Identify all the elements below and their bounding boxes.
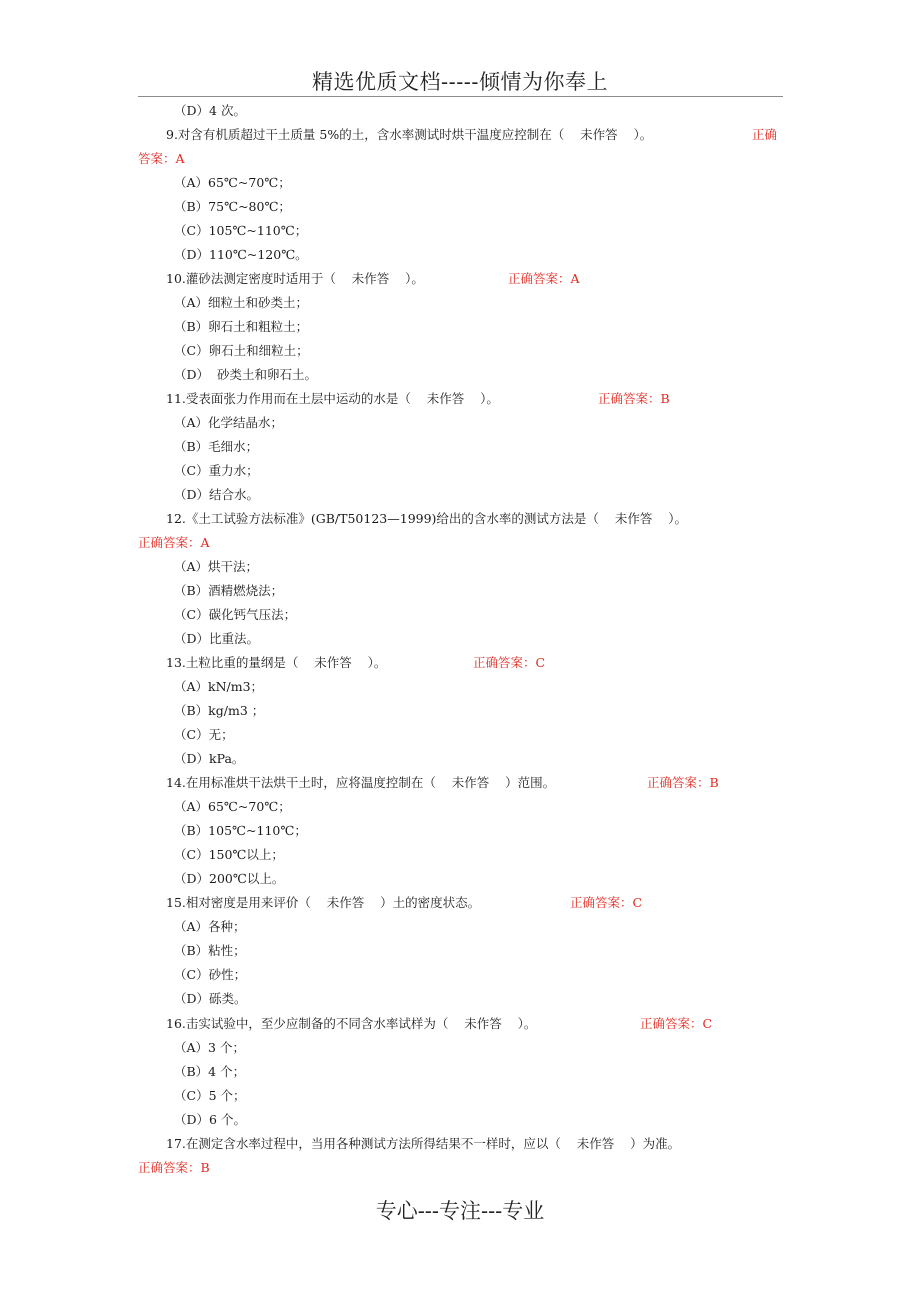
text-line — [166, 775, 555, 791]
text-line — [174, 847, 284, 863]
text-line — [174, 223, 307, 239]
line-text: （C）卵石土和细粒土； — [174, 343, 309, 358]
text-line — [174, 1112, 246, 1128]
page-footer: 专心---专注---专业 — [375, 1199, 545, 1223]
text-line — [174, 463, 259, 479]
text-line — [138, 151, 185, 167]
text-line — [174, 919, 246, 935]
text-line — [174, 679, 263, 695]
text-line — [174, 631, 259, 647]
line-text: （D）kPa。 — [174, 751, 245, 766]
text-line — [166, 895, 480, 911]
text-line — [174, 439, 258, 455]
line-text: （A）烘干法； — [174, 559, 259, 574]
line-text: （D）200℃以上。 — [174, 871, 285, 886]
line-text: （B）卵石土和粗粒土； — [174, 319, 309, 334]
text-line — [166, 271, 424, 287]
text-line — [174, 415, 283, 431]
line-text: 9.对含有机质超过干土质量 5%的土，含水率测试时烘干温度应控制在（ 未作答 ）。 — [166, 127, 653, 142]
text-line — [174, 175, 291, 191]
line-text: 15.相对密度是用来评价（ 未作答 ）土的密度状态。 — [166, 895, 481, 910]
line-text: 17.在测定含水率过程中，当用各种测试方法所得结果不一样时，应以（ 未作答 ）为准。 — [166, 1136, 681, 1151]
line-text: 16.击实试验中，至少应制备的不同含水率试样为（ 未作答 ）。 — [166, 1016, 537, 1031]
text-line — [174, 583, 283, 599]
line-text: （C）砂性； — [174, 967, 247, 982]
line-text: （C）105℃~110℃； — [174, 223, 308, 238]
text-line — [174, 727, 234, 743]
text-line — [174, 295, 308, 311]
line-text: （C）5 个； — [174, 1088, 246, 1103]
text-line — [174, 559, 258, 575]
text-line — [174, 487, 259, 503]
line-text: （A）65℃~70℃； — [174, 175, 291, 190]
line-text: （B）105℃~110℃； — [174, 823, 307, 838]
text-line — [174, 607, 296, 623]
line-text: （B）毛细水； — [174, 439, 259, 454]
text-line — [166, 1136, 680, 1152]
line-text: （C）重力水； — [174, 463, 259, 478]
line-text: （B）75℃~80℃； — [174, 199, 291, 214]
text-line — [174, 703, 264, 719]
answer-text: 正确答案：A — [138, 535, 210, 550]
line-text: （D）6 个。 — [174, 1112, 246, 1127]
line-text: 13.土粒比重的量纲是（ 未作答 ）。 — [166, 655, 387, 670]
header-rule — [138, 96, 783, 97]
line-text: （A）65℃~70℃； — [174, 799, 291, 814]
text-line — [174, 799, 291, 815]
text-line — [166, 511, 687, 527]
text-line — [174, 1040, 245, 1056]
line-text: （D） 砂类土和卵石土。 — [174, 367, 317, 382]
line-text: 12.《土工试验方法标准》(GB/T50123—1999)给出的含水率的测试方法是（ 未作答 ）。 — [166, 511, 687, 526]
line-text: （B）酒精燃烧法； — [174, 583, 284, 598]
answer-text: 答案：A — [138, 151, 185, 166]
line-text: （C）无； — [174, 727, 234, 742]
line-text: （B）粘性； — [174, 943, 246, 958]
text-line — [174, 967, 246, 983]
line-text: （B）4 个； — [174, 1064, 246, 1079]
text-line — [174, 871, 284, 887]
text-line — [166, 1016, 536, 1032]
text-line — [138, 1160, 210, 1176]
text-line — [174, 1064, 245, 1080]
line-text: （D）结合水。 — [174, 487, 260, 502]
text-line — [166, 127, 652, 143]
text-line — [174, 1088, 246, 1104]
text-line — [174, 319, 308, 335]
correct-answer-label: 正确答案：B — [647, 775, 719, 790]
line-text: 10.灌砂法测定密度时适用于（ 未作答 ）。 — [166, 271, 424, 286]
text-line — [174, 991, 247, 1007]
text-line — [174, 103, 246, 119]
text-line — [174, 367, 317, 383]
correct-answer-label: 正确 — [752, 127, 778, 142]
correct-answer-label: 正确答案：C — [473, 655, 546, 670]
line-text: （D）比重法。 — [174, 631, 260, 646]
line-text: （D）110℃~120℃。 — [174, 247, 308, 262]
line-text: 14.在用标准烘干法烘干土时，应将温度控制在（ 未作答 ）范围。 — [166, 775, 556, 790]
text-line — [174, 343, 309, 359]
line-text: （D）砾类。 — [174, 991, 247, 1006]
text-line — [166, 391, 499, 407]
line-text: （A）kN/m3； — [174, 679, 264, 694]
line-text: （A）各种； — [174, 919, 246, 934]
page-header-title: 精选优质文档-----倾情为你奉上 — [312, 70, 608, 94]
line-text: （C）150℃以上； — [174, 847, 284, 862]
line-text: （B）kg/m3 ； — [174, 703, 265, 718]
line-text: （C）碳化钙气压法； — [174, 607, 297, 622]
text-line — [166, 655, 386, 671]
correct-answer-label: 正确答案：C — [570, 895, 643, 910]
line-text: 11.受表面张力作用而在土层中运动的水是（ 未作答 ）。 — [166, 391, 499, 406]
text-line — [174, 943, 246, 959]
correct-answer-label: 正确答案：C — [640, 1016, 713, 1031]
text-line — [138, 535, 210, 551]
line-text: （D）4 次。 — [174, 103, 246, 118]
text-line — [174, 823, 307, 839]
answer-text: 正确答案：B — [138, 1160, 210, 1175]
line-text: （A）化学结晶水； — [174, 415, 284, 430]
correct-answer-label: 正确答案：B — [598, 391, 670, 406]
text-line — [174, 247, 308, 263]
text-line — [174, 751, 244, 767]
line-text: （A）细粒土和砂类土； — [174, 295, 309, 310]
line-text: （A）3 个； — [174, 1040, 245, 1055]
correct-answer-label: 正确答案：A — [508, 271, 580, 286]
text-line — [174, 199, 291, 215]
